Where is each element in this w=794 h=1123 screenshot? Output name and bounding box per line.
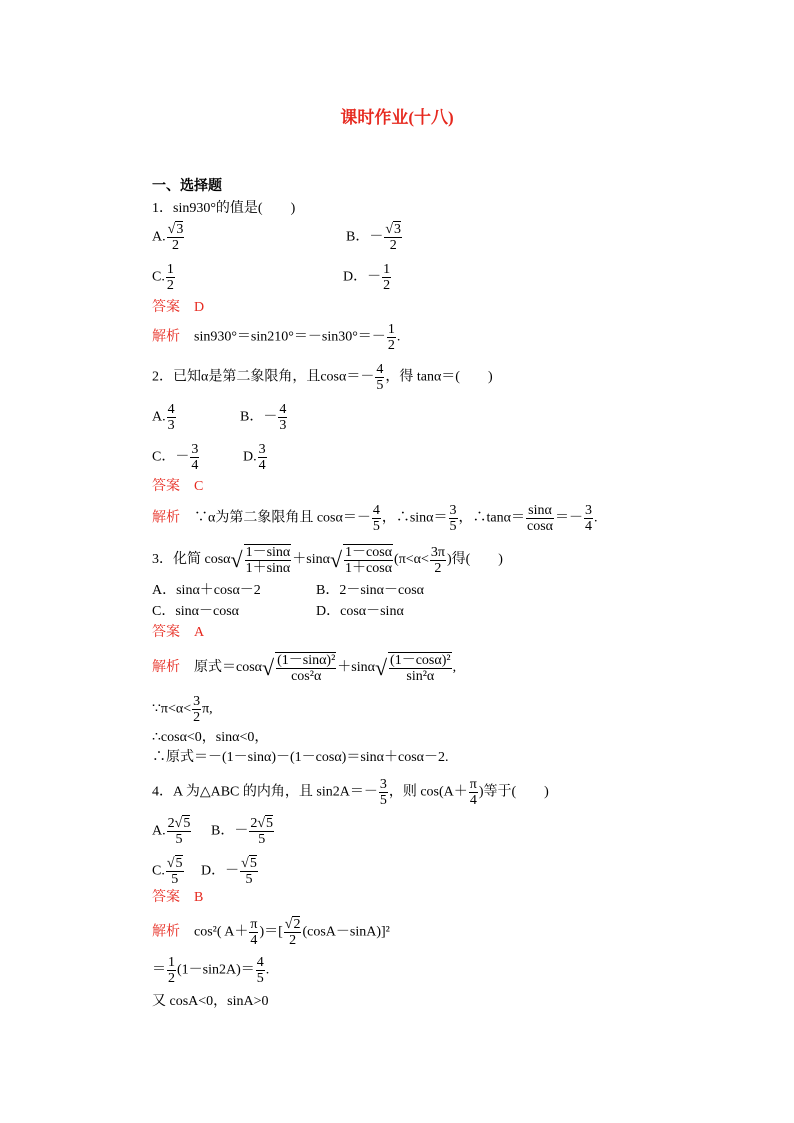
question-2-stem: 2．已知α是第二象限角，且cosα＝－ $\frac{4}{5}$ ，得 tanα＝( ) [152,362,493,393]
q4-answer: 答案 B [152,890,204,905]
q4-analysis-3: 又 cosA<0，sinA>0 [152,994,269,1009]
q3-option-b: B．2－sinα－cosα [316,583,425,598]
q4-analysis-1: 解析 cos²( A＋ $\frac{\pi}{4}$ )＝[ $\frac{√2}{2}$ (cosA－sinA)]² [152,917,390,948]
q2-analysis: 解析 ∵α为第二象限角且 cosα＝－ $\frac{4}{5}$ ，∴sinα＝ $\frac{3}{5}$ ，∴tanα＝ $\frac{\sin\alpha}{\cos\alpha}$ ＝－ $\frac{3}{4}$ . [152,503,598,534]
q1-option-c: C. $\frac{1}{2}$ [152,262,174,293]
q2-option-d: D. $\frac{3}{4}$ [243,442,266,473]
q3-option-a: A．sinα＋cosα－2 [152,583,261,598]
q2-answer: 答案 C [152,479,204,494]
section-heading: 一、选择题 [152,179,222,194]
q3-analysis-2: ∵π<α< $\frac{3}{2}$ π, [152,694,213,725]
q3-answer: 答案 A [152,625,205,640]
q4-option-a: A. $\frac{2√5}{5}$ [152,816,191,847]
q4-analysis-2: ＝ $\frac{1}{2}$ (1－sin2A)＝ $\frac{4}{5}$ . [152,955,270,986]
q1-option-b: B．－ $\frac{√3}{2}$ [346,222,402,253]
q4-option-d: D．－ $\frac{√5}{5}$ [201,856,257,887]
q3-analysis-4: ∴原式＝－(1－sinα)－(1－cosα)＝sinα＋cosα－2. [152,750,449,765]
q1-analysis: 解析 sin930°＝sin210°＝－sin30°＝－ $\frac{1}{2}$ . [152,322,401,353]
q3-option-c: C．sinα－cosα [152,604,240,619]
page-title: 课时作业(十八) [340,108,454,127]
q1-answer: 答案 D [152,300,205,315]
question-1-stem: 1．sin930°的值是( ) [152,201,296,216]
q3-option-d: D．cosα－sinα [316,604,404,619]
q4-option-c: C. $\frac{√5}{5}$ [152,856,183,887]
q2-option-b: B．－ $\frac{4}{3}$ [240,402,287,433]
question-4-stem: 4．A 为△ABC 的内角，且 sin2A＝－ $\frac{3}{5}$ ，则 cos(A＋ $\frac{\pi}{4}$ )等于( ) [152,777,549,808]
q3-analysis-1: 解析 原式＝cosα√ $\frac{\text{(1－sinα)²}}{\text{cos²α}}$ ＋sinα√ $\frac{\text{(1－cosα)²}}{\text{sin²α}}$ , [152,653,457,684]
question-3-stem: 3．化简 cosα√ $\frac{1-\sin\alpha}{1+\sin\alpha}$ ＋sinα√ $\frac{1-\cos\alpha}{1+\cos\alpha}$ (π<α< $\frac{3\pi}{2}$ )得( ) [152,544,503,576]
q1-option-a: A. $\frac{√3}{2}$ [152,222,184,253]
q3-analysis-3: ∴cosα<0，sinα<0， [152,730,269,745]
q2-option-c: C．－ $\frac{3}{4}$ [152,442,199,473]
q4-option-b: B．－ $\frac{2√5}{5}$ [211,816,274,847]
q1-option-d: D．－ $\frac{1}{2}$ [343,262,391,293]
q2-option-a: A. $\frac{4}{3}$ [152,402,175,433]
